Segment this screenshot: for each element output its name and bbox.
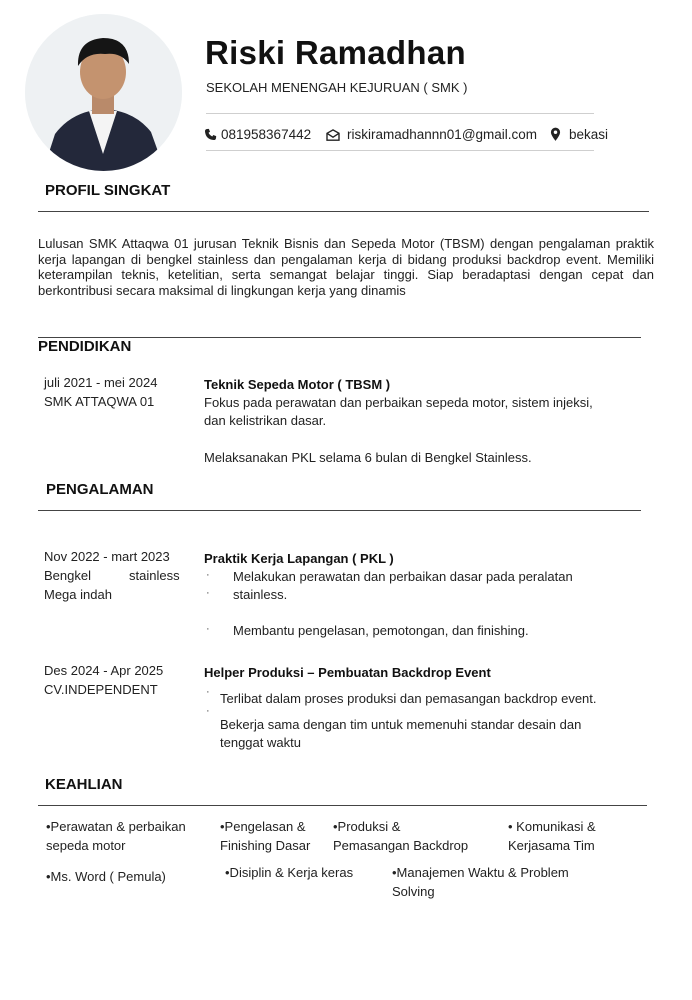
location-text: bekasi	[569, 127, 609, 142]
section-rule-skills	[38, 805, 647, 806]
bullet: ·	[206, 686, 210, 698]
education-school: SMK ATTAQWA 01	[44, 394, 155, 409]
skill-item-6: •Disiplin & Kerja keras	[225, 865, 354, 880]
skill-item-2-line1: •Pengelasan &	[220, 819, 306, 834]
skill-item-1-line1: •Perawatan & perbaikan	[46, 819, 186, 834]
skill-item-4-line1: • Komunikasi &	[508, 819, 596, 834]
phone-contact	[204, 127, 311, 142]
email-address: riskiramadhannn01@gmail.com	[347, 127, 538, 142]
skill-item-2-line2: Finishing Dasar	[220, 838, 311, 853]
skill-item-3-line2: Pemasangan Backdrop	[333, 838, 469, 853]
section-title-education: PENDIDIKAN	[38, 338, 132, 355]
profile-summary: Lulusan SMK Attaqwa 01 jurusan Teknik Bisnis dan Sepeda Motor (TBSM) dengan pengalaman praktik kerja lapangan di bengkel stainless dan pengalaman kerja di bidang produksi backdrop event. Memiliki keterampilan teknis, ketelitian, serta semangat belajar tinggi. Siap beradaptasi dengan cepat dan berkontribusi secara maksimal di lingkungan kerja yang dinamis	[38, 236, 654, 298]
bullet: ·	[206, 569, 210, 581]
experience-2-role: Helper Produksi – Pembuatan Backdrop Event	[204, 665, 491, 680]
candidate-name: Riski Ramadhan	[205, 34, 466, 71]
phone-icon	[204, 128, 217, 141]
education-pkl: Melaksanakan PKL selama 6 bulan di Bengkel Stainless.	[204, 450, 532, 465]
section-title-skills: KEAHLIAN	[45, 776, 123, 793]
experience-1-company-b: stainless	[129, 568, 180, 583]
education-major: Teknik Sepeda Motor ( TBSM )	[204, 377, 391, 392]
education-desc-line1: Fokus pada perawatan dan perbaikan sepeda motor, sistem injeksi,	[204, 395, 593, 410]
school-subtitle: SEKOLAH MENENGAH KEJURUAN ( SMK )	[206, 80, 468, 95]
skill-item-5: •Ms. Word ( Pemula)	[46, 869, 166, 884]
experience-2-bullet1: Terlibat dalam proses produksi dan pemasangan backdrop event.	[220, 691, 597, 706]
email-contact	[326, 127, 537, 142]
location-pin-icon	[550, 127, 561, 142]
education-period: juli 2021 - mei 2024	[44, 375, 158, 390]
section-rule-experience	[38, 510, 641, 511]
education-desc-line2: dan kelistrikan dasar.	[204, 413, 327, 428]
skill-item-3-line1: •Produksi &	[333, 819, 401, 834]
skill-item-7-line2: Solving	[392, 884, 435, 899]
section-title-profile: PROFIL SINGKAT	[45, 182, 171, 199]
header-divider-bottom	[206, 150, 594, 151]
bullet: ·	[206, 623, 210, 635]
phone-number: 081958367442	[221, 127, 312, 142]
skill-item-4-line2: Kerjasama Tim	[508, 838, 595, 853]
section-rule-profile	[38, 211, 649, 212]
experience-1-bullet1-line2: stainless.	[233, 587, 288, 602]
experience-1-role: Praktik Kerja Lapangan ( PKL )	[204, 551, 394, 566]
bullet: ·	[206, 587, 210, 599]
location-contact	[550, 127, 608, 142]
experience-2-bullet2-line1: Bekerja sama dengan tim untuk memenuhi standar desain dan	[220, 717, 582, 732]
skill-item-7-line1: •Manajemen Waktu & Problem	[392, 865, 569, 880]
experience-1-company-a: Bengkel	[44, 568, 91, 583]
experience-2-bullet2-line2: tenggat waktu	[220, 735, 301, 750]
experience-2-period: Des 2024 - Apr 2025	[44, 663, 164, 678]
experience-1-bullet2: Membantu pengelasan, pemotongan, dan finishing.	[233, 623, 529, 638]
section-title-experience: PENGALAMAN	[46, 481, 154, 498]
experience-2-company: CV.INDEPENDENT	[44, 682, 158, 697]
experience-1-period: Nov 2022 - mart 2023	[44, 549, 170, 564]
mail-icon	[326, 129, 340, 141]
experience-1-bullet1-line1: Melakukan perawatan dan perbaikan dasar pada peralatan	[233, 569, 573, 584]
header-divider-top	[206, 113, 594, 114]
experience-1-company-line2: Mega indah	[44, 587, 112, 602]
bullet: ·	[206, 705, 210, 717]
profile-photo	[25, 14, 182, 171]
skill-item-1-line2: sepeda motor	[46, 838, 126, 853]
